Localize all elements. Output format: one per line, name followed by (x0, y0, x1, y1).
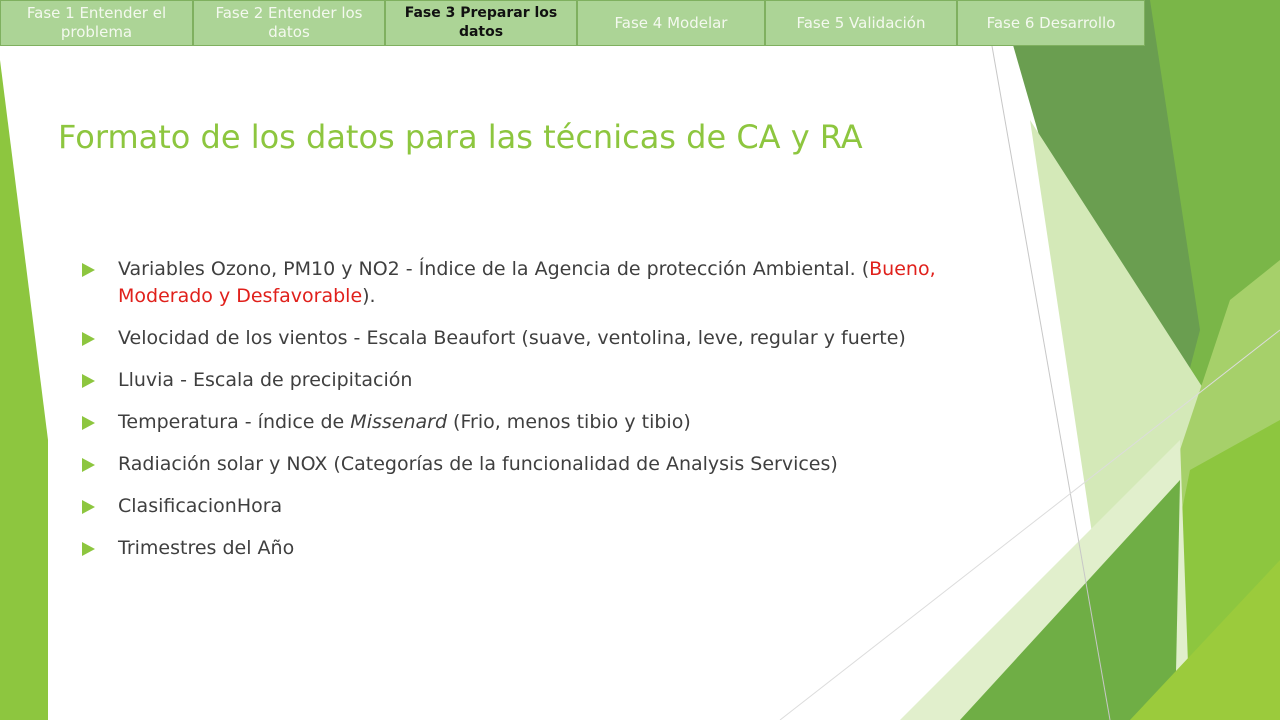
tab-fase-6[interactable]: Fase 6 Desarrollo (957, 0, 1145, 46)
bullet-item-temperatura (80, 409, 960, 436)
bullet-text: Variables Ozono, PM10 y NO2 - Índice de la Agencia de protección Ambiental. ( (118, 258, 870, 280)
bullet-arrow-icon (82, 332, 95, 346)
bullet-list (80, 256, 960, 577)
tab-fase-4[interactable]: Fase 4 Modelar (577, 0, 765, 46)
bullet-arrow-icon (82, 263, 95, 277)
bullet-text: Radiación solar y NOX (Categorías de la funcionalidad de Analysis Services) (118, 453, 838, 475)
tab-fase-3[interactable]: Fase 3 Preparar los datos (385, 0, 577, 46)
tab-fase-5[interactable]: Fase 5 Validación (765, 0, 957, 46)
bullet-arrow-icon (82, 458, 95, 472)
bullet-arrow-icon (82, 374, 95, 388)
bullet-text-end: ). (362, 285, 376, 307)
phase-nav (0, 0, 1145, 46)
bullet-item-radiacion (80, 451, 960, 478)
bullet-text: ClasificacionHora (118, 495, 283, 517)
bullet-item-lluvia (80, 367, 960, 394)
bullet-text: Velocidad de los vientos - Escala Beaufort (suave, ventolina, leve, regular y fuerte) (118, 327, 906, 349)
slide-title: Formato de los datos para las técnicas de CA y RA (58, 118, 863, 156)
bullet-arrow-icon (82, 416, 95, 430)
bullet-text-end: (Frio, menos tibio y tibio) (447, 411, 691, 433)
bullet-text: Temperatura - índice de (118, 411, 351, 433)
bullet-arrow-icon (82, 542, 95, 556)
bullet-item-clasificacion (80, 493, 960, 520)
bullet-arrow-icon (82, 500, 95, 514)
bottom-shape-green (960, 480, 1180, 720)
bullet-italic: Missenard (350, 411, 448, 433)
bullet-text: Trimestres del Año (118, 537, 295, 559)
tab-fase-2[interactable]: Fase 2 Entender los datos (193, 0, 385, 46)
left-accent-shape (0, 60, 48, 720)
bullet-item-variables (80, 256, 960, 310)
bullet-text: Lluvia - Escala de precipitación (118, 369, 413, 391)
tab-fase-1[interactable]: Fase 1 Entender el problema (0, 0, 193, 46)
bullet-item-trimestres (80, 535, 960, 562)
bullet-highlight: Bueno, Moderado y Desfavorable (118, 258, 936, 307)
bullet-item-vientos (80, 325, 960, 352)
